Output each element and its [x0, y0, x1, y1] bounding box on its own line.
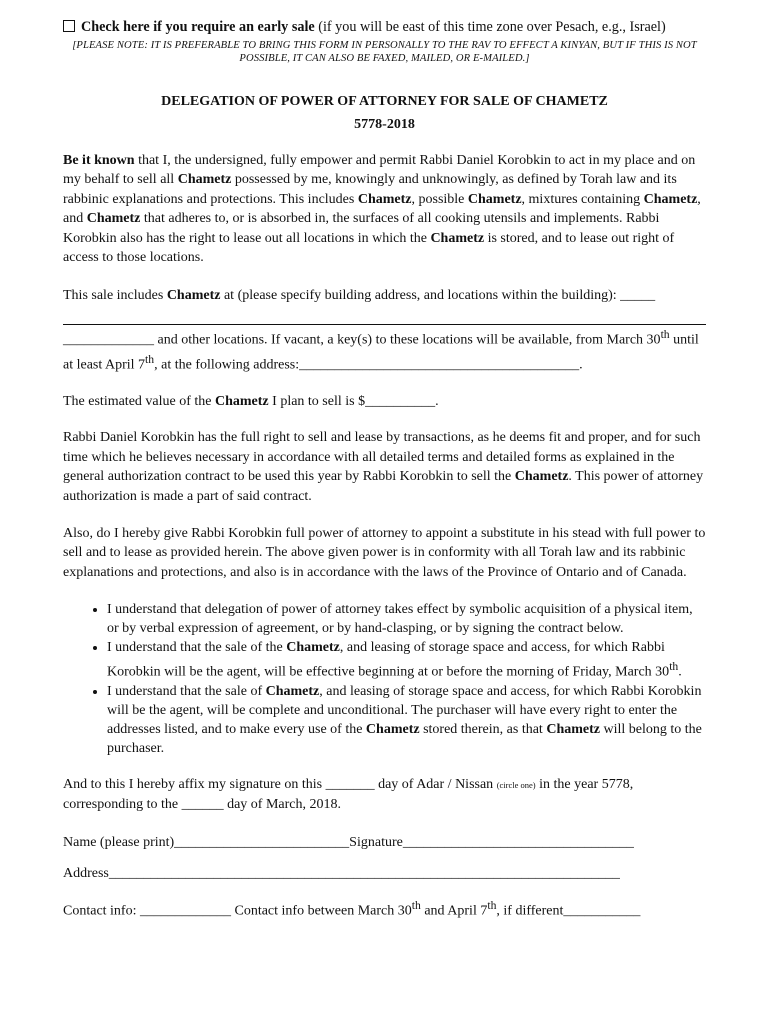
- early-sale-note: (if you will be east of this time zone over Pesach, e.g., Israel): [314, 19, 666, 35]
- contact-info-field[interactable]: Contact info: _____________ Contact info between March 30th and April 7th, if different___________: [63, 898, 641, 919]
- document-year: 5778-2018: [354, 117, 415, 132]
- paragraph-substitute: Also, do I hereby give Rabbi Korobkin full power of attorney to appoint a substitute in his stead with full power to sell and to lease as provided herein. The above given power is in conformity with all Torah law and its rabbinic explanations and protections, and also is in accordance with the laws of the Province of Ontario and of Canada.: [63, 526, 706, 580]
- early-sale-line: [63, 18, 706, 36]
- list-item: • I understand that delegation of power of attorney takes effect by symbolic acquisition of a physical item, or by verbal expression of agreement, or by hand-clasping, or by signing the contract below.: [107, 600, 706, 638]
- form-page: [63, 18, 706, 921]
- lead-text: Be it known: [63, 153, 135, 168]
- building-address-field[interactable]: at (please specify building address, and locations within the building): _____: [220, 288, 656, 304]
- march-day-field[interactable]: in the year 5778, corresponding to the ______ day of March, 2018.: [63, 776, 634, 813]
- paragraph-rights: Rabbi Daniel Korobkin has the full right to sell and lease by transactions, as he deems fit and proper, and for such time which he believes necessary in accordance with all detailed terms and detailed forms as explained in the general authorization contract to be used this year by Rabbi Korobkin to sell the Chametz. This power of attorney authorization is made a part of said contract.: [63, 430, 704, 504]
- paragraph-signature-date: [63, 775, 706, 815]
- paragraph-value: The estimated value of the Chametz I plan to sell is $__________.: [63, 393, 439, 409]
- other-locations-field[interactable]: _____________ and other locations. If vacant, a key(s) to these locations will be available, from March 30: [63, 332, 661, 348]
- address-field[interactable]: Address_________________________________________________________________________: [63, 866, 620, 882]
- key-address-field[interactable]: , at the following address:________________________________________.: [154, 357, 583, 373]
- name-signature-field[interactable]: Name (please print)_________________________Signature_________________________________: [63, 834, 634, 850]
- building-address-line[interactable]: [63, 306, 706, 325]
- paragraph-locations: This sale includes Chametz at (please specify building address, and locations within the building): _____: [63, 288, 656, 304]
- list-item: • I understand that the sale of Chametz, and leasing of storage space and access, for which Rabbi Korobkin will be the agent, will be complete and unconditional. The purchaser will have every right to enter the addresses listed, and to make every use of the Chametz stored therein, as that Chametz will belong to the purchaser.: [107, 682, 706, 758]
- paragraph-locations-cont: _____________ and other locations. If vacant, a key(s) to these locations will be available, from March 30th until at least April 7th, at the following address:________________________________________.: [63, 327, 699, 373]
- signature-day-field[interactable]: And to this I hereby affix my signature on this _______ day of Adar / Nissan: [63, 776, 497, 792]
- understanding-list: [63, 600, 706, 758]
- estimated-value-field[interactable]: I plan to sell is $__________.: [268, 393, 439, 409]
- circle-one-note: (circle one): [496, 779, 536, 790]
- paragraph-declaration: Be it known that I, the undersigned, fully empower and permit Rabbi Daniel Korobkin to act in my place and on my behalf to sell all Chametz possessed by me, knowingly and unknowingly, as defined by Torah law and its rabbinic explanations and protections. This includes Chametz, possible Chametz, mixtures containing Chametz, and Chametz that adheres to, or is absorbed in, the surfaces of all cooking utensils and implements. Rabbi Korobkin also has the right to lease out all locations in which the Chametz is stored, and to lease out right of access to those locations.: [63, 153, 701, 266]
- document-title: DELEGATION OF POWER OF ATTORNEY FOR SALE OF CHAMETZ: [161, 94, 608, 109]
- submission-note: [PLEASE NOTE: IT IS PREFERABLE TO BRING THIS FORM IN PERSONALLY TO THE RAV TO EFFECT A KINYAN, BUT IF THIS IS NOT POSSIBLE, IT CAN ALSO BE FAXED, MAILED, OR E-MAILED.]: [72, 40, 697, 64]
- early-sale-checkbox[interactable]: [63, 20, 75, 32]
- list-item: • I understand that the sale of the Chametz, and leasing of storage space and access, for which Rabbi Korobkin will be the agent, will be effective beginning at or before the morning of Friday, March 30th.: [107, 638, 706, 682]
- early-sale-label: Check here if you require an early sale: [81, 19, 315, 35]
